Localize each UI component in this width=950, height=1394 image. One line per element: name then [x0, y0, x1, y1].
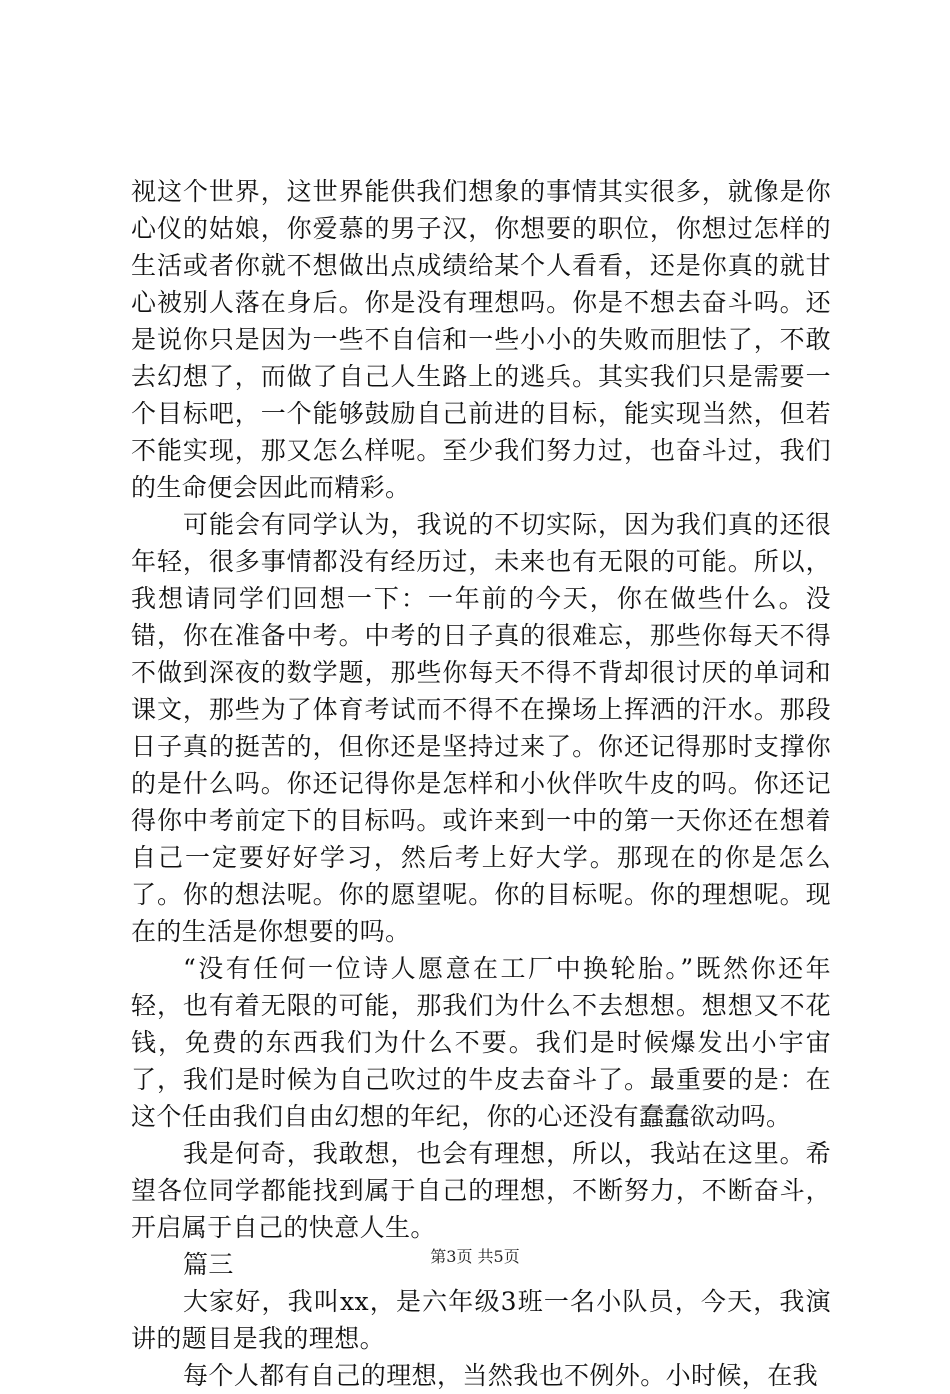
- paragraph-7: 每个人都有自己的理想，当然我也不例外。小时候，在我: [183, 1361, 819, 1390]
- document-body: [131, 173, 831, 1394]
- page-number: 第3页 共5页: [430, 1247, 520, 1266]
- paragraph-2: 可能会有同学认为，我说的不切实际，因为我们真的还很年轻，很多事情都没有经历过，未来也有无限的可能。所以，我想请同学们回想一下：一年前的今天，你在做些什么。没错，你在准备中考。中考的日子真的很难忘，那些你每天不得不做到深夜的数学题，那些你每天不得不背却很讨厌的单词和课文，那些为了体育考试而不得不在操场上挥洒的汗水。那段日子真的挺苦的，但你还是坚持过来了。你还记得那时支撑你的是什么吗。你还记得你是怎样和小伙伴吹牛皮的吗。你还记得你中考前定下的目标吗。或许来到一中的第一天你还在想着自己一定要好好学习，然后考上好大学。那现在的你是怎么了。你的想法呢。你的愿望呢。你的目标呢。你的理想呢。现在的生活是你想要的吗。: [131, 510, 831, 946]
- paragraph-3: “没有任何一位诗人愿意在工厂中换轮胎。”既然你还年轻，也有着无限的可能，那我们为什么不去想想。想想又不花钱，免费的东西我们为什么不要。我们是时候爆发出小宇宙了，我们是时候为自己吹过的牛皮去奋斗了。最重要的是：在这个任由我们自由幻想的年纪，你的心还没有蠢蠢欲动吗。: [131, 954, 831, 1131]
- section-heading: 篇三: [183, 1250, 234, 1279]
- paragraph-6: 大家好，我叫xx，是六年级3班一名小队员，今天，我演讲的题目是我的理想。: [131, 1287, 831, 1353]
- paragraph-1: 视这个世界，这世界能供我们想象的事情其实很多，就像是你心仪的姑娘，你爱慕的男子汉，你想要的职位，你想过怎样的生活或者你就不想做出点成绩给某个人看看，还是你真的就甘心被别人落在身后。你是没有理想吗。你是不想去奋斗吗。还是说你只是因为一些不自信和一些小小的失败而胆怯了，不敢去幻想了，而做了自己人生路上的逃兵。其实我们只是需要一个目标吧，一个能够鼓励自己前进的目标，能实现当然，但若不能实现，那又怎么样呢。至少我们努力过，也奋斗过，我们的生命便会因此而精彩。: [131, 177, 831, 502]
- page-footer: [0, 1247, 950, 1267]
- paragraph-4: 我是何奇，我敢想，也会有理想，所以，我站在这里。希望各位同学都能找到属于自己的理想，不断努力，不断奋斗，开启属于自己的快意人生。: [131, 1139, 831, 1242]
